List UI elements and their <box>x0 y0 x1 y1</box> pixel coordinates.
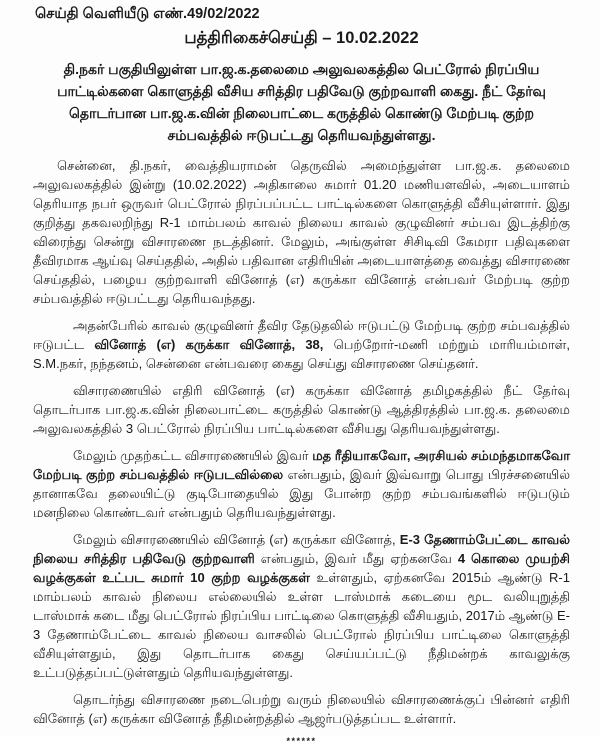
release-number: செய்தி வெளியீடு எண்.49/02/2022 <box>35 6 260 22</box>
text-segment: மேலும் முதற்கட்ட விசாரணையில் இவர் <box>73 448 313 463</box>
body-paragraph-4 <box>33 446 570 522</box>
headline: தி.நகர் பகுதியிலுள்ள பா.ஜ.க.தலைமை அலுவலகத்தில பெட்ரோல் நிரப்பிய பாட்டில்களை கொளுத்தி வீசிய சரித்திர பதிவேடு குற்றவாளி கைது. நீட் தேர்வு தொடர்பான பா.ஜ.க.வின் நிலைபாட்டை கருத்தில் கொண்டு மேற்படி குற்ற சம்பவத்தில் ஈடுபட்டது தெரியவந்துள்ளது. <box>57 61 546 143</box>
bold-text-segment: E-3 தேணாம்பேட்டை காவல் நிலைய சரித்திர பதிவேடு குற்றவாளி <box>33 532 571 566</box>
text-segment: அதன்பேரில் காவல் குழுவினர் தீவிர தேடுதலில் ஈடுபட்டு மேற்படி குற்ற சம்பவத்தில் ஈடுபட்ட <box>33 318 570 352</box>
body-paragraph-1 <box>33 156 570 308</box>
bold-text-segment: மத ரீதியாகவோ, அரசியல் சம்மந்தமாகவோ மேற்படி குற்ற சம்பவத்தில் ஈடுபடவில்லை <box>33 448 571 482</box>
text-segment: சென்னை, தி.நகர், வைத்தியராமன் தெருவில் அமைந்துள்ள பா.ஜ.க. தலைமை அலுவலகத்தில் இன்று (10.02.2022) அதிகாலை சுமார் 01.20 மணியளவில், அடையாளம் தெரியாத நபர் ஒருவர் பெட்ரோல் நிரப்பப்பட்ட பாட்டில்களை கொளுத்தி வீசியுள்ளார். இது குறித்து தகவலறிந்து R-1 மாம்பலம் காவல் நிலைய காவல் குழுவினர் சம்பவ இடத்திற்கு விரைந்து சென்று விசாரணை நடத்தினர். மேலும், அங்குள்ள சிசிடிவி கேமரா பதிவுகளை தீவிரமாக ஆய்வு செய்ததில், அதில் பதிவான எதிரியின் அடையாளத்தை வைத்து விசாரணை செய்ததில், பழைய குற்றவாளி வினோத் (எ) கருக்கா வினோத் என்பவர் மேற்படி குற்ற சம்பவத்தில் ஈடுபட்டது தெரியவந்தது. <box>33 158 570 306</box>
text-segment: மேலும் விசாரணையில் வினோத் (எ) கருக்கா வினோத், <box>73 532 400 547</box>
body-paragraph-6 <box>33 690 570 728</box>
page-title: பத்திரிகைச்செய்தி – 10.02.2022 <box>184 29 419 47</box>
bold-text-segment: வினோத் (எ) கருக்கா வினோத், 38, <box>94 337 324 352</box>
body-paragraph-2 <box>33 316 570 373</box>
bold-text-segment: 4 கொலை முயற்சி வழக்குகள் உட்பட சுமார் 10 குற்ற வழக்குகள் <box>33 551 570 585</box>
body-paragraph-5 <box>33 530 570 682</box>
text-segment: என்பதும், இவர் மீது ஏற்கனவே <box>254 551 458 566</box>
text-segment: தொடர்ந்து விசாரணை நடைபெற்று வரும் நிலையில் விசாரணைக்குப் பின்னர் எதிரி வினோத் (எ) கருக்கா வினோத் நீதிமன்றத்தில் ஆஜர்படுத்தப்பட உள்ளார். <box>33 692 570 726</box>
text-segment: என்பதும், இவர் இவ்வாறு பொது பிரச்சனையில் தானாகவே தலையிட்டு குடிபோதையில் இது போன்ற குற்ற சம்பவங்களில் ஈடுபடும் மனநிலை கொண்டவர் என்பதும் தெரியவந்துள்ளது. <box>33 467 571 520</box>
body-paragraph-3 <box>33 381 570 438</box>
text-segment: பெற்றோர்-மணி மற்றும் மாரியம்மாள், S.M.நகர், நந்தனம், சென்னை என்பவரை கைது செய்து விசாரணை செய்தனர். <box>33 337 571 371</box>
end-of-release-mark: ****** <box>286 736 317 746</box>
text-segment: உள்ளதும், ஏற்கனவே 2015ம் ஆண்டு R-1 மாம்பலம் காவல் நிலைய எல்லையில் உள்ள டாஸ்மாக் கடையை மூட வலியுறுத்தி டாஸ்மாக் கடை மீது பெட்ரோல் நிரப்பிய பாட்டிலை கொளுத்தி வீசியதும், 2017ம் ஆண்டு E-3 தேணாம்பேட்டை காவல் நிலைய வாசலில் பெட்ரோல் நிரப்பிய பாட்டிலை கொளுத்தி வீசியுள்ளதும், இது தொடர்பாக கைது செய்யப்பட்டு நீதிமன்றக் காவலுக்கு உட்படுத்தப்பட்டுள்ளதும் தெரியவந்துள்ளது. <box>33 570 570 680</box>
text-segment: விசாரணையில் எதிரி வினோத் (எ) கருக்கா வினோத் தமிழகத்தில் நீட் தேர்வு தொடர்பாக பா.ஜ.க.வின் நிலைபாட்டை கருத்தில் கொண்டு ஆத்திரத்தில் பா.ஜ.க. தலைமை அலுவலகத்தில் 3 பெட்ரோல் நிரப்பிய பாட்டில்களை வீசியது தெரியவந்துள்ளது. <box>33 383 570 436</box>
